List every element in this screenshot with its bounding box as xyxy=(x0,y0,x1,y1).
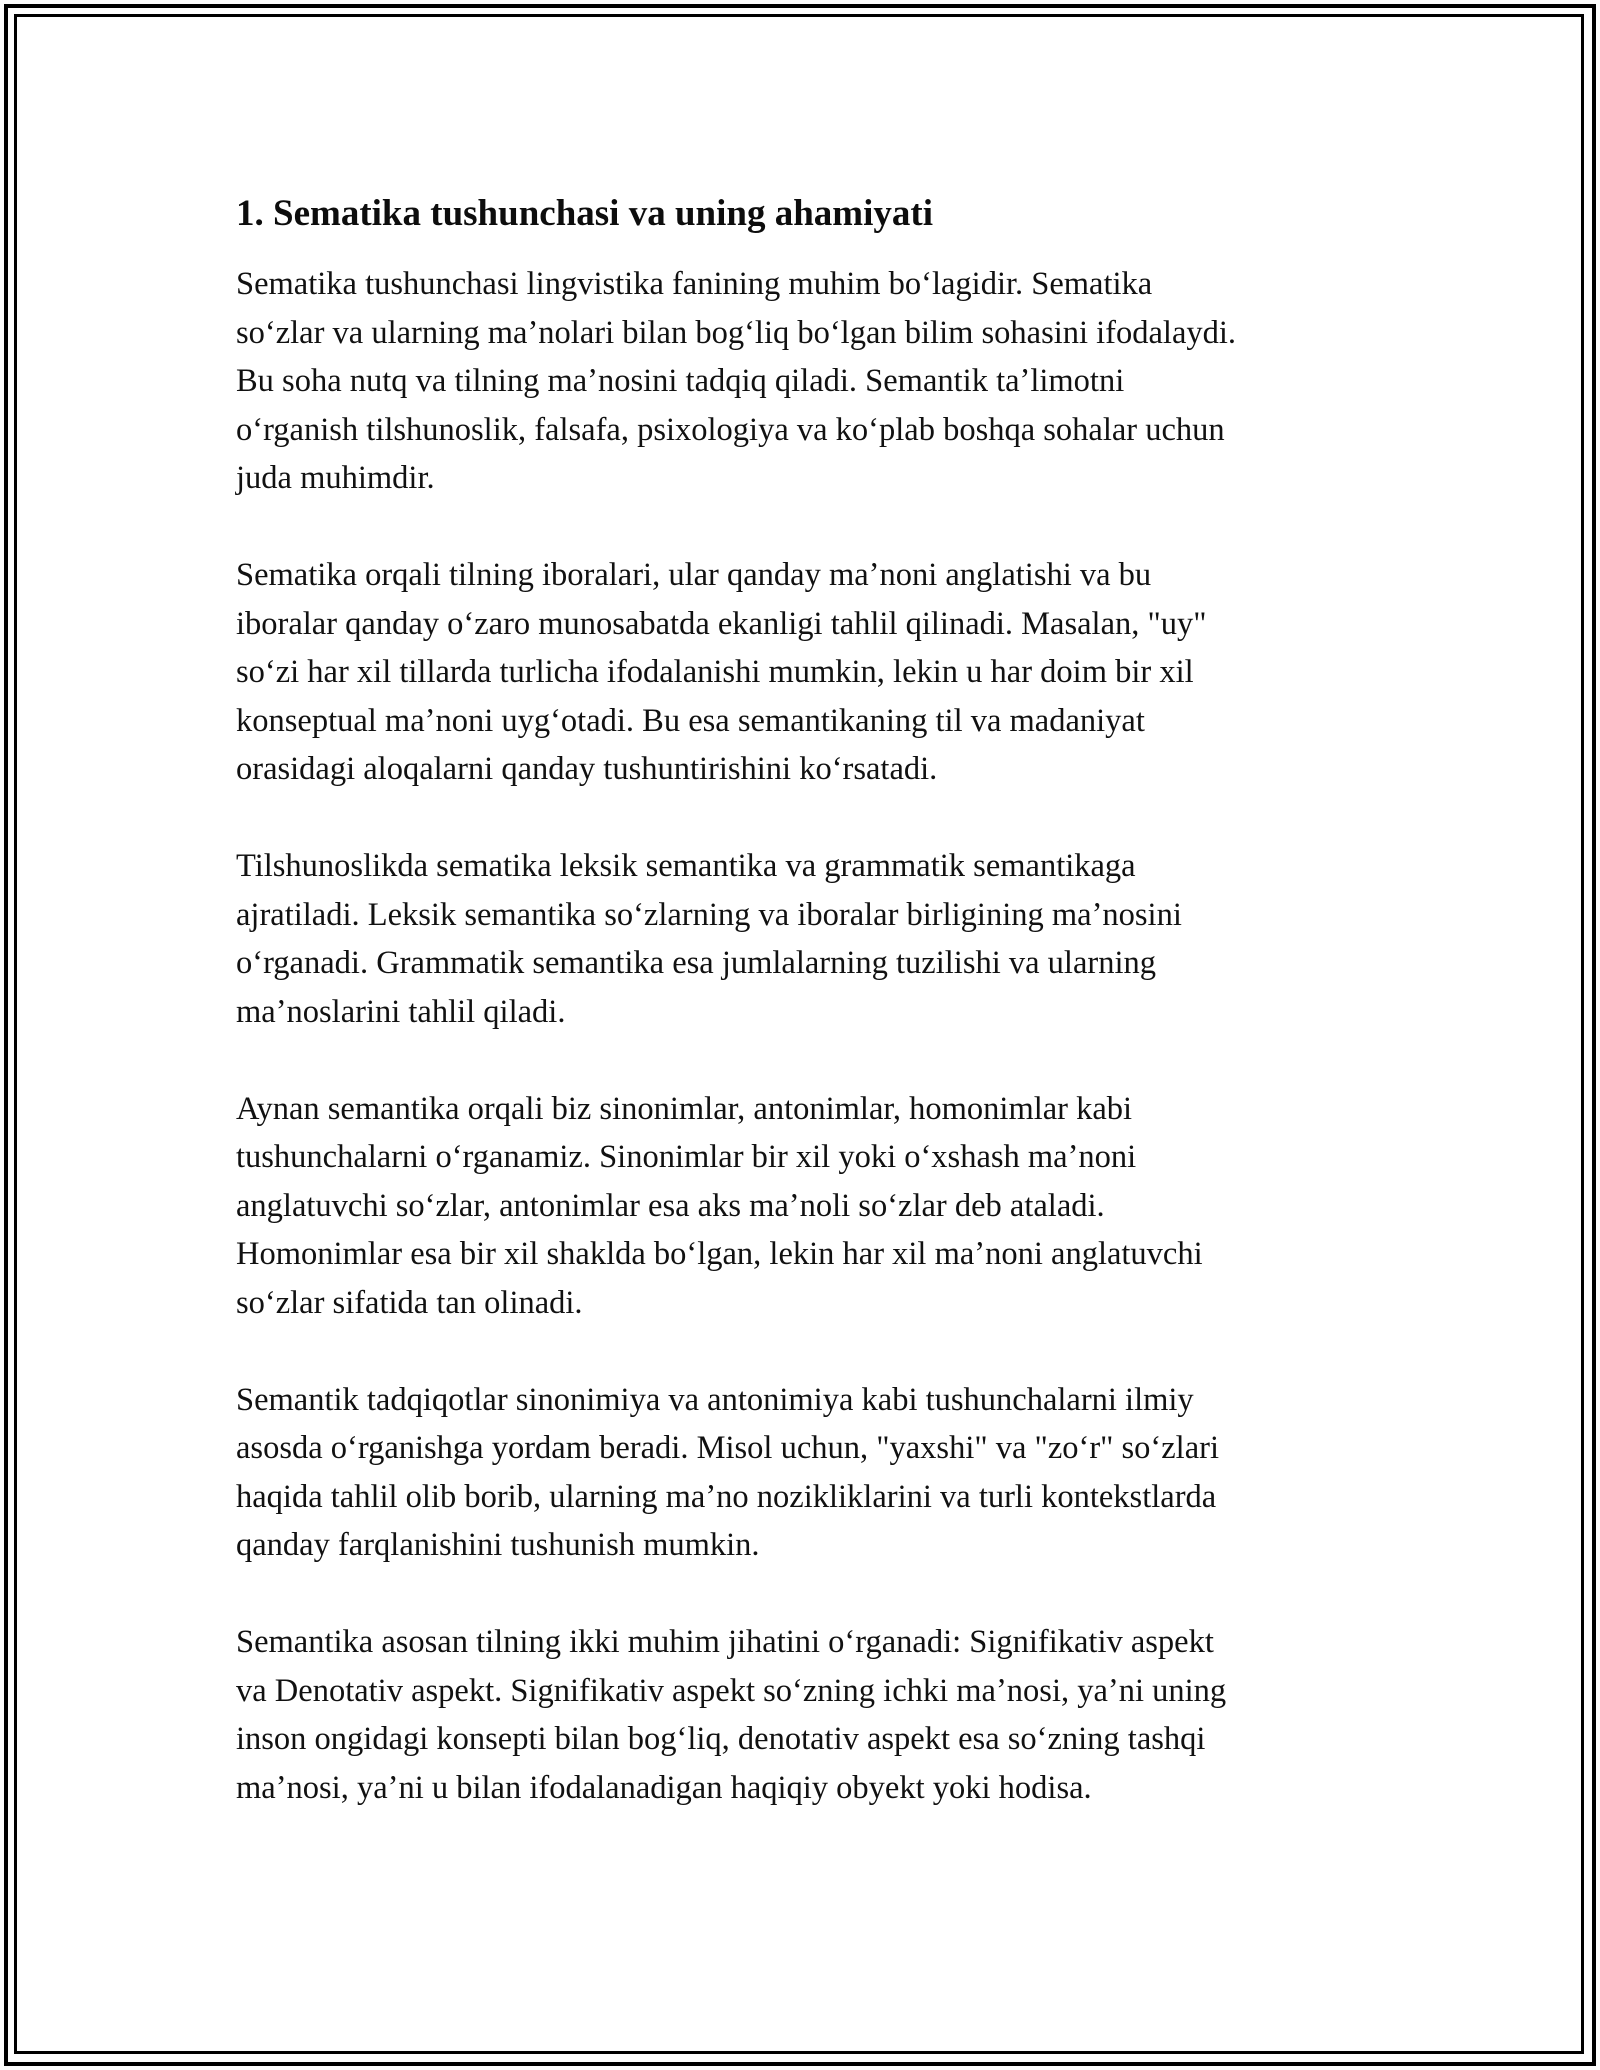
paragraph-5 xyxy=(236,1376,1386,1570)
text-line: Homonimlar esa bir xil shaklda boʻlgan, lekin har xil maʼnoni anglatuvchi xyxy=(236,1236,1203,1272)
text-line: inson ongidagi konsepti bilan bogʻliq, denotativ aspekt esa soʻzning tashqi xyxy=(236,1721,1206,1757)
text-line: oʻrganish tilshunoslik, falsafa, psixologiya va koʻplab boshqa sohalar uchun xyxy=(236,411,1225,448)
text-line: asosda oʻrganishga yordam beradi. Misol uchun, "yaxshi" va "zoʻr" soʻzlari xyxy=(236,1430,1219,1466)
text-line: anglatuvchi soʻzlar, antonimlar esa aks maʼnoli soʻzlar deb ataladi. xyxy=(236,1187,1105,1224)
text-line: Bu soha nutq va tilning maʼnosini tadqiq qiladi. Semantik taʼlimotni xyxy=(236,363,1125,399)
text-line: tushunchalarni oʻrganamiz. Sinonimlar bir xil yoki oʻxshash maʼnoni xyxy=(236,1139,1137,1175)
text-line: maʼnoslarini tahlil qiladi. xyxy=(236,993,566,1030)
paragraph-6 xyxy=(236,1618,1386,1812)
text-line: soʻzlar va ularning maʼnolari bilan bogʻliq boʻlgan bilim sohasini ifodalaydi. xyxy=(236,314,1237,351)
text-line: soʻzlar sifatida tan olinadi. xyxy=(236,1284,583,1321)
paragraph-4 xyxy=(236,1085,1386,1328)
text-line: soʻzi har xil tillarda turlicha ifodalanishi mumkin, lekin u har doim bir xil xyxy=(236,654,1194,690)
text-line: konseptual maʼnoni uygʻotadi. Bu esa semantikaning til va madaniyat xyxy=(236,702,1145,739)
text-line: ajratiladi. Leksik semantika soʻzlarning va iboralar birligining maʼnosini xyxy=(236,896,1182,933)
text-line: va Denotativ aspekt. Signifikativ aspekt soʻzning ichki maʼnosi, yaʼni uning xyxy=(236,1672,1227,1709)
text-line: qanday farqlanishini tushunish mumkin. xyxy=(236,1527,760,1563)
text-line: Semantika asosan tilning ikki muhim jihatini oʻrganadi: Signifikativ aspekt xyxy=(236,1624,1214,1660)
paragraph-1 xyxy=(236,260,1386,503)
text-line: iboralar qanday oʻzaro munosabatda ekanligi tahlil qilinadi. Masalan, "uy" xyxy=(236,605,1207,642)
text-line: maʼnosi, yaʼni u bilan ifodalanadigan haqiqiy obyekt yoki hodisa. xyxy=(236,1769,1092,1806)
text-line: Sematika tushunchasi lingvistika fanining muhim boʻlagidir. Sematika xyxy=(236,266,1153,302)
paragraph-2 xyxy=(236,551,1386,794)
text-line: oʻrganadi. Grammatik semantika esa jumlalarning tuzilishi va ularning xyxy=(236,945,1156,981)
text-line: Sematika orqali tilning iboralari, ular qanday maʼnoni anglatishi va bu xyxy=(236,557,1152,593)
text-line: Semantik tadqiqotlar sinonimiya va antonimiya kabi tushunchalarni ilmiy xyxy=(236,1381,1194,1418)
section-heading: 1. Sematika tushunchasi va uning ahamiyati xyxy=(236,193,934,234)
text-line: haqida tahlil olib borib, ularning maʼno nozikliklarini va turli kontekstlarda xyxy=(236,1478,1217,1515)
paragraph-3 xyxy=(236,842,1386,1036)
document-body xyxy=(236,188,1386,1861)
text-line: Aynan semantika orqali biz sinonimlar, antonimlar, homonimlar kabi xyxy=(236,1090,1133,1127)
text-line: juda muhimdir. xyxy=(236,460,435,496)
text-line: orasidagi aloqalarni qanday tushuntirishini koʻrsatadi. xyxy=(236,751,938,787)
text-line: Tilshunoslikda sematika leksik semantika va grammatik semantikaga xyxy=(236,848,1136,884)
